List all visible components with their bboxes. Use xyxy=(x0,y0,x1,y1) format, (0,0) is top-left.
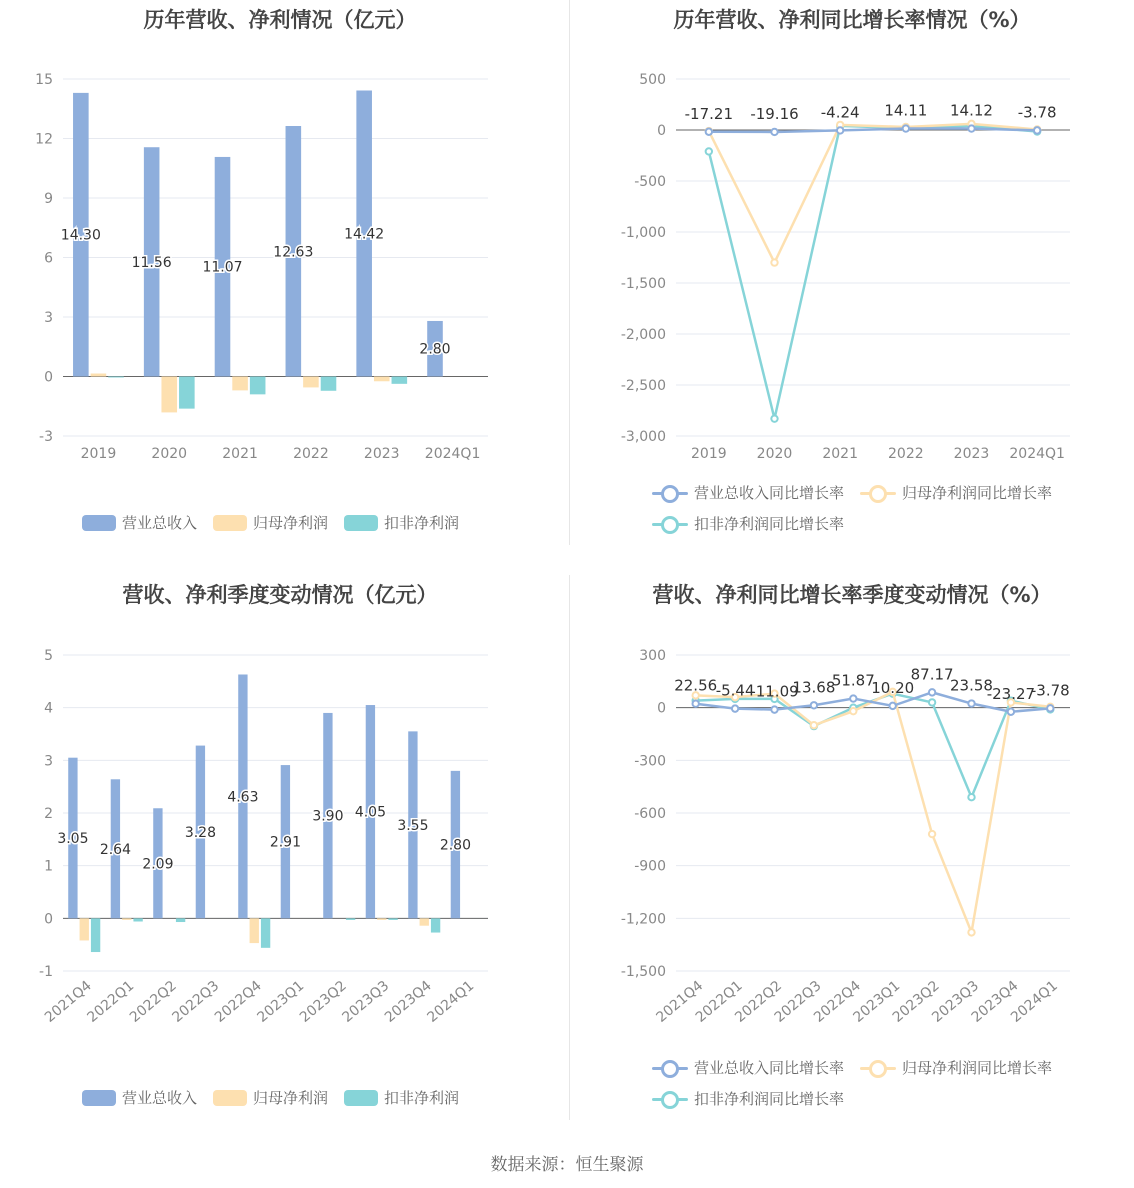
data-source-footer: 数据来源：恒生聚源 xyxy=(490,1155,644,1175)
bar-value-label: 2.80 xyxy=(439,837,471,854)
y-tick-label: 12 xyxy=(35,131,53,148)
x-tick-label: 2021 xyxy=(222,446,258,462)
y-tick-label: 3 xyxy=(44,753,53,770)
point-revenue-growth xyxy=(706,129,712,135)
line-deducted-growth xyxy=(709,126,1037,419)
bar-deducted-profit xyxy=(431,918,440,932)
x-tick-label: 2024Q1 xyxy=(1008,977,1061,1026)
bar-value-label: 14.30 xyxy=(60,227,101,244)
legend-line-swatch xyxy=(652,1091,688,1107)
point-revenue-growth xyxy=(1047,705,1053,711)
x-tick-label: 2023Q4 xyxy=(381,977,435,1026)
y-tick-label: 0 xyxy=(657,123,666,139)
y-tick-label: -3 xyxy=(39,429,53,445)
legend-item[interactable] xyxy=(860,482,1052,503)
y-tick-label: -1 xyxy=(39,964,53,980)
chart-title: 历年营收、净利情况（亿元） xyxy=(143,8,417,32)
legend-label: 扣非净利润 xyxy=(384,1089,460,1107)
x-tick-label: 2020 xyxy=(151,446,188,462)
x-tick-label: 2022Q3 xyxy=(169,977,223,1026)
legend-line-swatch xyxy=(652,1060,688,1076)
line-net-profit-growth xyxy=(696,692,1051,933)
legend-swatch-marker xyxy=(661,1060,679,1078)
y-tick-label: 1 xyxy=(44,858,53,875)
growth-value-label: 10.20 xyxy=(871,678,915,697)
x-tick-label: 2019 xyxy=(80,446,117,462)
bar-value-label: 2.91 xyxy=(269,834,301,851)
x-tick-label: 2023Q1 xyxy=(254,977,308,1026)
growth-value-label: -3.78 xyxy=(1017,103,1057,122)
legend-line-swatch xyxy=(860,485,896,501)
y-tick-label: 4 xyxy=(44,700,53,717)
y-tick-label: -1,500 xyxy=(620,276,666,292)
y-tick-label: 2 xyxy=(44,806,53,822)
growth-value-label: 14.11 xyxy=(884,101,928,120)
legend-label: 营业总收入 xyxy=(122,514,198,532)
legend-swatch-marker xyxy=(661,485,679,503)
x-tick-label: 2023 xyxy=(363,446,400,462)
legend-swatch-marker xyxy=(661,1091,679,1109)
point-revenue-growth xyxy=(732,705,738,711)
legend-label: 归母净利润 xyxy=(253,1089,329,1107)
point-revenue-growth xyxy=(811,702,817,708)
x-tick-label: 2023Q3 xyxy=(339,977,393,1026)
x-tick-label: 2022Q1 xyxy=(692,977,746,1026)
chart-legend xyxy=(82,1087,552,1118)
legend-item[interactable] xyxy=(652,513,844,534)
bar-net-profit xyxy=(377,918,386,920)
chart-title: 历年营收、净利同比增长率情况（%） xyxy=(673,8,1031,32)
legend-item[interactable] xyxy=(652,482,844,503)
quarterly-growth-chart xyxy=(570,575,1134,1055)
legend-label: 归母净利润同比增长率 xyxy=(902,484,1053,502)
x-tick-label: 2022Q3 xyxy=(771,977,825,1026)
y-tick-label: 3 xyxy=(44,310,53,326)
y-tick-label: -1,000 xyxy=(620,225,666,241)
point-revenue-growth xyxy=(890,703,896,709)
y-tick-label: -300 xyxy=(634,753,666,770)
legend-item[interactable] xyxy=(652,1088,844,1109)
legend-label: 营业总收入 xyxy=(122,1089,198,1107)
line-net-profit-growth xyxy=(709,124,1037,263)
x-tick-label: 2023Q4 xyxy=(968,977,1022,1026)
legend-line-swatch xyxy=(860,1060,896,1076)
legend-swatch-marker xyxy=(869,1060,887,1078)
chart-panel-quarterly-revenue xyxy=(0,575,560,1120)
x-tick-label: 2021Q4 xyxy=(41,977,95,1026)
x-tick-label: 2022Q1 xyxy=(84,977,138,1026)
y-tick-label: 500 xyxy=(639,72,666,88)
bar-deducted-profit xyxy=(133,918,142,921)
growth-value-label: -5.44 xyxy=(715,681,755,700)
growth-value-label: -19.16 xyxy=(750,104,799,123)
legend-item[interactable] xyxy=(652,1057,844,1078)
point-net-profit-growth xyxy=(968,929,974,935)
bar-value-label: 11.07 xyxy=(202,259,243,276)
annual-growth-chart xyxy=(570,0,1134,480)
bar-deducted-profit xyxy=(392,377,408,384)
point-revenue-growth xyxy=(837,127,843,133)
y-tick-label: 6 xyxy=(44,250,53,267)
y-tick-label: 0 xyxy=(44,369,53,386)
chart-legend xyxy=(82,512,552,543)
x-tick-label: 2022 xyxy=(293,446,329,462)
y-tick-label: 0 xyxy=(44,911,53,928)
bar-deducted-profit xyxy=(176,918,185,922)
bar-value-label: 2.64 xyxy=(99,841,131,858)
bar-deducted-profit xyxy=(388,918,397,920)
y-tick-label: 300 xyxy=(639,648,666,664)
point-net-profit-growth xyxy=(811,722,817,728)
point-deducted-growth xyxy=(706,148,712,154)
legend-line-swatch xyxy=(652,516,688,532)
growth-value-label: 22.56 xyxy=(674,676,718,695)
chart-panel-annual-revenue xyxy=(0,0,560,545)
growth-value-label: -11.09 xyxy=(750,682,799,701)
y-tick-label: -600 xyxy=(634,806,666,822)
growth-value-label: -23.27 xyxy=(986,684,1036,703)
bar-value-label: 3.55 xyxy=(397,817,429,834)
quarterly-revenue-chart xyxy=(0,575,560,1055)
legend-bar-swatch xyxy=(344,1090,378,1106)
legend-label: 归母净利润同比增长率 xyxy=(902,1059,1053,1077)
x-tick-label: 2023 xyxy=(953,446,990,462)
y-tick-label: -2,500 xyxy=(620,378,666,394)
point-revenue-growth xyxy=(968,125,974,131)
x-tick-label: 2022 xyxy=(888,446,924,462)
y-tick-label: -900 xyxy=(634,858,666,875)
y-tick-label: 15 xyxy=(35,72,53,88)
point-revenue-growth xyxy=(1008,709,1014,715)
growth-value-label: -4.24 xyxy=(820,103,860,122)
point-revenue-growth xyxy=(850,695,856,701)
legend-label: 营业总收入同比增长率 xyxy=(694,1059,845,1077)
bar-value-label: 12.63 xyxy=(273,244,314,261)
point-net-profit-growth xyxy=(771,259,777,265)
point-revenue-growth xyxy=(968,700,974,706)
x-tick-label: 2021Q4 xyxy=(653,977,707,1026)
bar-net-profit xyxy=(420,918,429,925)
y-tick-label: 5 xyxy=(44,648,53,664)
chart-title: 营收、净利同比增长率季度变动情况（%） xyxy=(652,583,1052,607)
growth-value-label: -3.78 xyxy=(1030,681,1070,700)
bar-deducted-profit xyxy=(321,377,337,391)
bar-value-label: 2.09 xyxy=(142,856,174,873)
legend-bar-swatch xyxy=(82,1090,116,1106)
legend-swatch-marker xyxy=(661,516,679,534)
bar-value-label: 4.05 xyxy=(354,804,386,821)
point-revenue-growth xyxy=(1034,127,1040,133)
legend-item[interactable] xyxy=(213,512,328,533)
legend-item[interactable] xyxy=(860,1057,1052,1078)
y-tick-label: -3,000 xyxy=(620,429,666,445)
y-tick-label: 9 xyxy=(44,191,53,207)
point-revenue-growth xyxy=(903,125,909,131)
legend-label: 扣非净利润同比增长率 xyxy=(694,1090,845,1108)
legend-item[interactable] xyxy=(82,1087,197,1108)
legend-item[interactable] xyxy=(344,1087,459,1108)
chart-title: 营收、净利季度变动情况（亿元） xyxy=(122,583,438,607)
bar-net-profit xyxy=(232,377,248,391)
bar-value-label: 3.90 xyxy=(312,808,344,825)
legend-item[interactable] xyxy=(213,1087,328,1108)
x-tick-label: 2024Q1 xyxy=(1009,446,1065,462)
growth-value-label: 13.68 xyxy=(792,678,836,697)
legend-bar-swatch xyxy=(213,1090,247,1106)
chart-panel-quarterly-growth xyxy=(570,575,1134,1120)
x-tick-label: 2024Q1 xyxy=(424,446,481,462)
bar-value-label: 3.05 xyxy=(57,831,89,848)
bar-deducted-profit xyxy=(91,918,100,952)
bar-deducted-profit xyxy=(108,377,124,378)
point-revenue-growth xyxy=(771,129,777,135)
growth-value-label: 51.87 xyxy=(831,671,875,690)
growth-value-label: -17.21 xyxy=(684,104,734,123)
point-deducted-growth xyxy=(968,794,974,800)
x-tick-label: 2022Q4 xyxy=(811,977,864,1026)
x-tick-label: 2021 xyxy=(822,446,858,462)
chart-legend xyxy=(652,482,1122,544)
point-net-profit-growth xyxy=(850,708,856,714)
bar-deducted-profit xyxy=(250,377,266,395)
bar-deducted-profit xyxy=(261,918,270,947)
chart-panel-annual-growth xyxy=(570,0,1134,545)
legend-label: 归母净利润 xyxy=(253,514,329,532)
bar-deducted-profit xyxy=(179,377,195,409)
legend-swatch-marker xyxy=(869,485,887,503)
y-tick-label: -1,200 xyxy=(620,911,666,928)
point-revenue-growth xyxy=(693,701,699,707)
point-revenue-growth xyxy=(929,689,935,695)
point-deducted-growth xyxy=(929,699,935,705)
legend-bar-swatch xyxy=(344,515,378,531)
bar-value-label: 14.42 xyxy=(344,226,385,243)
bar-value-label: 3.28 xyxy=(184,824,216,841)
annual-revenue-chart xyxy=(0,0,560,480)
point-net-profit-growth xyxy=(929,831,935,837)
bar-deducted-profit xyxy=(346,918,355,920)
legend-bar-swatch xyxy=(213,515,247,531)
legend-item[interactable] xyxy=(344,512,459,533)
bar-net-profit xyxy=(122,918,131,920)
x-tick-label: 2023Q3 xyxy=(929,977,983,1026)
growth-value-label: 87.17 xyxy=(910,665,954,684)
bar-value-label: 11.56 xyxy=(131,254,172,271)
bar-net-profit xyxy=(303,377,319,388)
x-tick-label: 2023Q1 xyxy=(850,977,904,1026)
x-tick-label: 2024Q1 xyxy=(424,977,478,1026)
bar-value-label: 2.80 xyxy=(419,341,451,358)
bar-net-profit xyxy=(80,918,89,940)
growth-value-label: 23.58 xyxy=(950,676,993,695)
legend-label: 扣非净利润同比增长率 xyxy=(694,515,845,533)
y-tick-label: -500 xyxy=(634,174,666,190)
bar-net-profit xyxy=(250,918,259,943)
bar-value-label: 4.63 xyxy=(227,789,259,806)
chart-legend xyxy=(652,1057,1122,1119)
bar-net-profit xyxy=(161,377,177,413)
x-tick-label: 2020 xyxy=(756,446,793,462)
point-revenue-growth xyxy=(771,706,777,712)
x-tick-label: 2019 xyxy=(691,446,727,462)
y-tick-label: -2,000 xyxy=(620,327,666,343)
legend-label: 扣非净利润 xyxy=(384,514,460,532)
legend-line-swatch xyxy=(652,485,688,501)
legend-label: 营业总收入同比增长率 xyxy=(694,484,845,502)
x-tick-label: 2022Q2 xyxy=(732,977,786,1026)
x-tick-label: 2023Q2 xyxy=(889,977,943,1026)
growth-value-label: 14.12 xyxy=(950,101,993,120)
y-tick-label: -1,500 xyxy=(620,964,666,980)
legend-bar-swatch xyxy=(82,515,116,531)
bar-net-profit xyxy=(374,377,390,382)
legend-item[interactable] xyxy=(82,512,197,533)
y-tick-label: 0 xyxy=(657,700,666,717)
x-tick-label: 2022Q2 xyxy=(126,977,180,1026)
point-deducted-growth xyxy=(771,415,777,421)
x-tick-label: 2022Q4 xyxy=(211,977,265,1026)
bar-net-profit xyxy=(91,374,107,377)
x-tick-label: 2023Q2 xyxy=(296,977,350,1026)
